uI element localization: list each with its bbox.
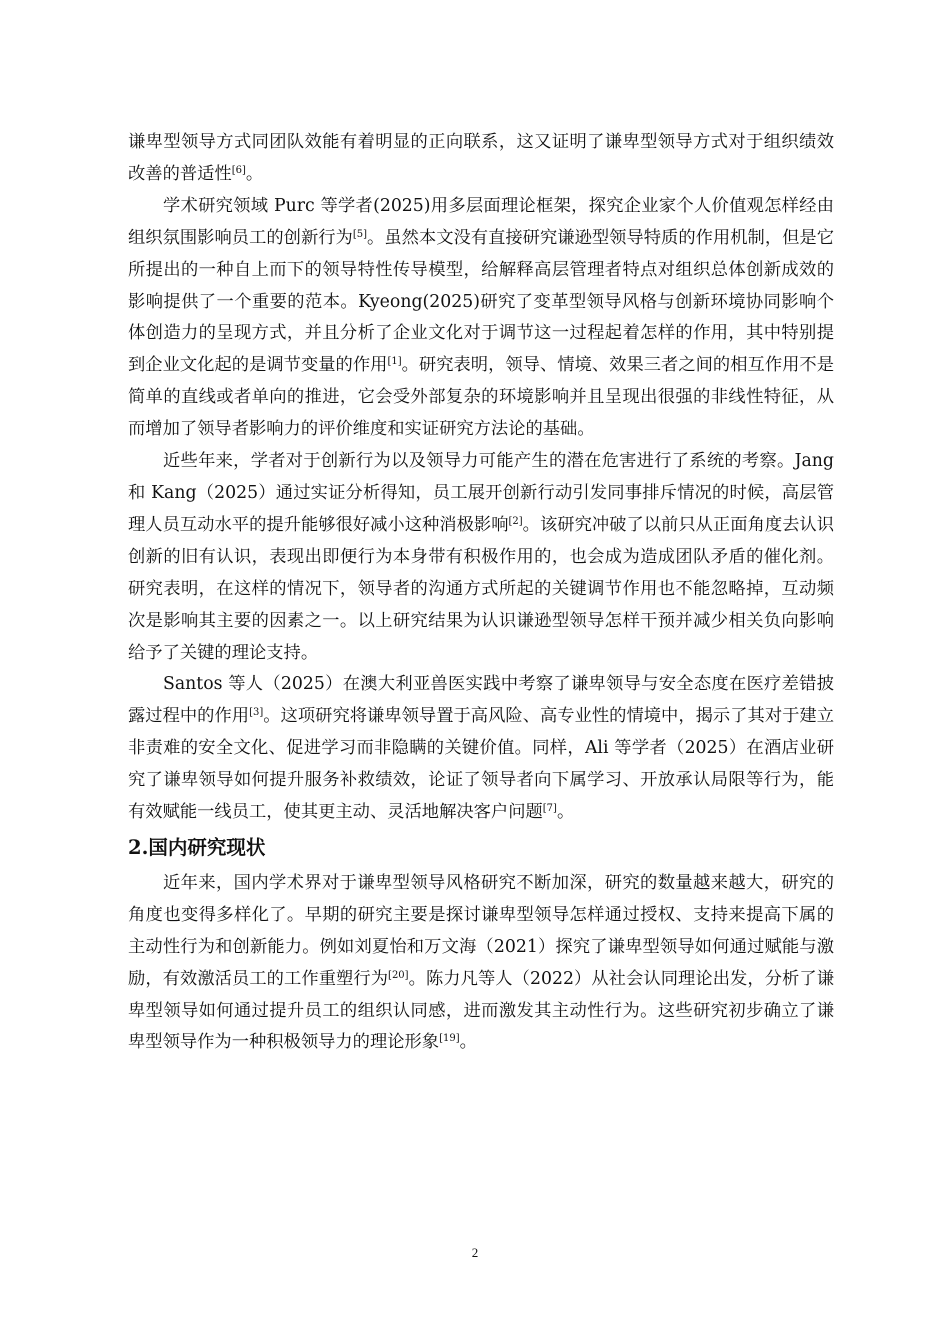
citation-5: [5] [352, 228, 368, 240]
section-heading: 2.国内研究现状 [128, 835, 266, 859]
paragraph-4-text-mid: 。这项研究将谦卑领导置于高风险、高专业性的情境中，揭示了其对于建立非责难的安全文化、促进学习而非隐瞒的关键价值。同样，Ali 等学者（2025）在酒店业研究了谦卑领导如何提升服务补救绩效，论证了领导者向下属学习、开放承认局限等行为，能有效赋能一线员工，使其更主动、灵活地解决客户问题 [128, 706, 834, 823]
paragraph-3-text: 近些年来，学者对于创新行为以及领导力可能产生的潜在危害进行了系统的考察。Jang 和 Kang（2025）通过实证分析得知，员工展开创新行动引发同事排斥情况的时候，高层管理人员互动水平的提升能够很好减小这种消极影响 [128, 451, 834, 535]
paragraph-4-text: Santos 等人（2025）在澳大利亚兽医实践中考察了谦卑领导与安全态度在医疗差错披露过程中的作用 [128, 674, 834, 727]
citation-1: [1] [387, 356, 402, 368]
citation-6: [6] [231, 164, 246, 176]
paragraph-1-text: 谦卑型领导方式同团队效能有着明显的正向联系，这又证明了谦卑型领导方式对于组织绩效改善的普适性 [128, 132, 834, 184]
paragraph-5 [128, 868, 834, 1059]
paragraph-1 [128, 127, 834, 191]
paragraph-5-text: 近年来，国内学术界对于谦卑型领导风格研究不断加深，研究的数量越来越大，研究的角度也变得多样化了。早期的研究主要是探讨谦卑型领导怎样通过授权、支持来提高下属的主动性行为和创新能力。例如刘夏怡和万文海（2021）探究了谦卑型领导如何通过赋能与激励，有效激活员工的工作重塑行为 [128, 872, 834, 989]
paragraph-2-text-end: 。研究表明，领导、情境、效果三者之间的相互作用不是简单的直线或者单向的推进，它会受外部复杂的环境影响并且呈现出很强的非线性特征，从而增加了领导者影响力的评价维度和实证研究方法论的基础。 [128, 355, 834, 440]
citation-7: [7] [542, 803, 557, 815]
paragraph-4 [128, 669, 834, 829]
paragraph-4-text-end: 。 [556, 802, 575, 823]
page-number: 2 [471, 1245, 479, 1260]
paragraph-1-text-end: 。 [245, 163, 264, 184]
citation-2: [2] [508, 515, 523, 527]
citation-3: [3] [249, 707, 264, 719]
paragraph-2-text-mid: 。虽然本文没有直接研究谦逊型领导特质的作用机制，但是它所提出的一种自上而下的领导特性传导模型，给解释高层管理者特点对组织总体创新成效的影响提供了一个重要的范本。Kyeong(2025)研究了变革型领导风格与创新环境协同影响个体创造力的呈现方式，并且分析了企业文化对于调节这一过程起着怎样的作用，其中特别提到企业文化起的是调节变量的作用 [128, 227, 834, 376]
citation-19: [19] [439, 1033, 460, 1045]
paragraph-3 [128, 446, 834, 669]
paragraph-3-text-end: 。该研究冲破了以前只从正面角度去认识创新的旧有认识，表现出即便行为本身带有积极作用的，也会成为造成团队矛盾的催化剂。研究表明，在这样的情况下，领导者的沟通方式所起的关键调节作用也不能忽略掉，互动频次是影响其主要的因素之一。以上研究结果为认识谦逊型领导怎样干预并减少相关负向影响给予了关键的理论支持。 [128, 514, 834, 663]
paragraph-2 [128, 191, 834, 446]
citation-20: [20] [388, 969, 409, 981]
page-body [128, 127, 834, 1059]
paragraph-5-text-mid: 。陈力凡等人（2022）从社会认同理论出发，分析了谦卑型领导如何通过提升员工的组织认同感，进而激发其主动性行为。这些研究初步确立了谦卑型领导作为一种积极领导力的理论形象 [128, 968, 834, 1053]
paragraph-5-text-end: 。 [459, 1032, 477, 1053]
paragraph-2-text: 学术研究领域 Purc 等学者(2025)用多层面理论框架，探究企业家个人价值观怎样经由组织氛围影响员工的创新行为 [128, 195, 834, 248]
